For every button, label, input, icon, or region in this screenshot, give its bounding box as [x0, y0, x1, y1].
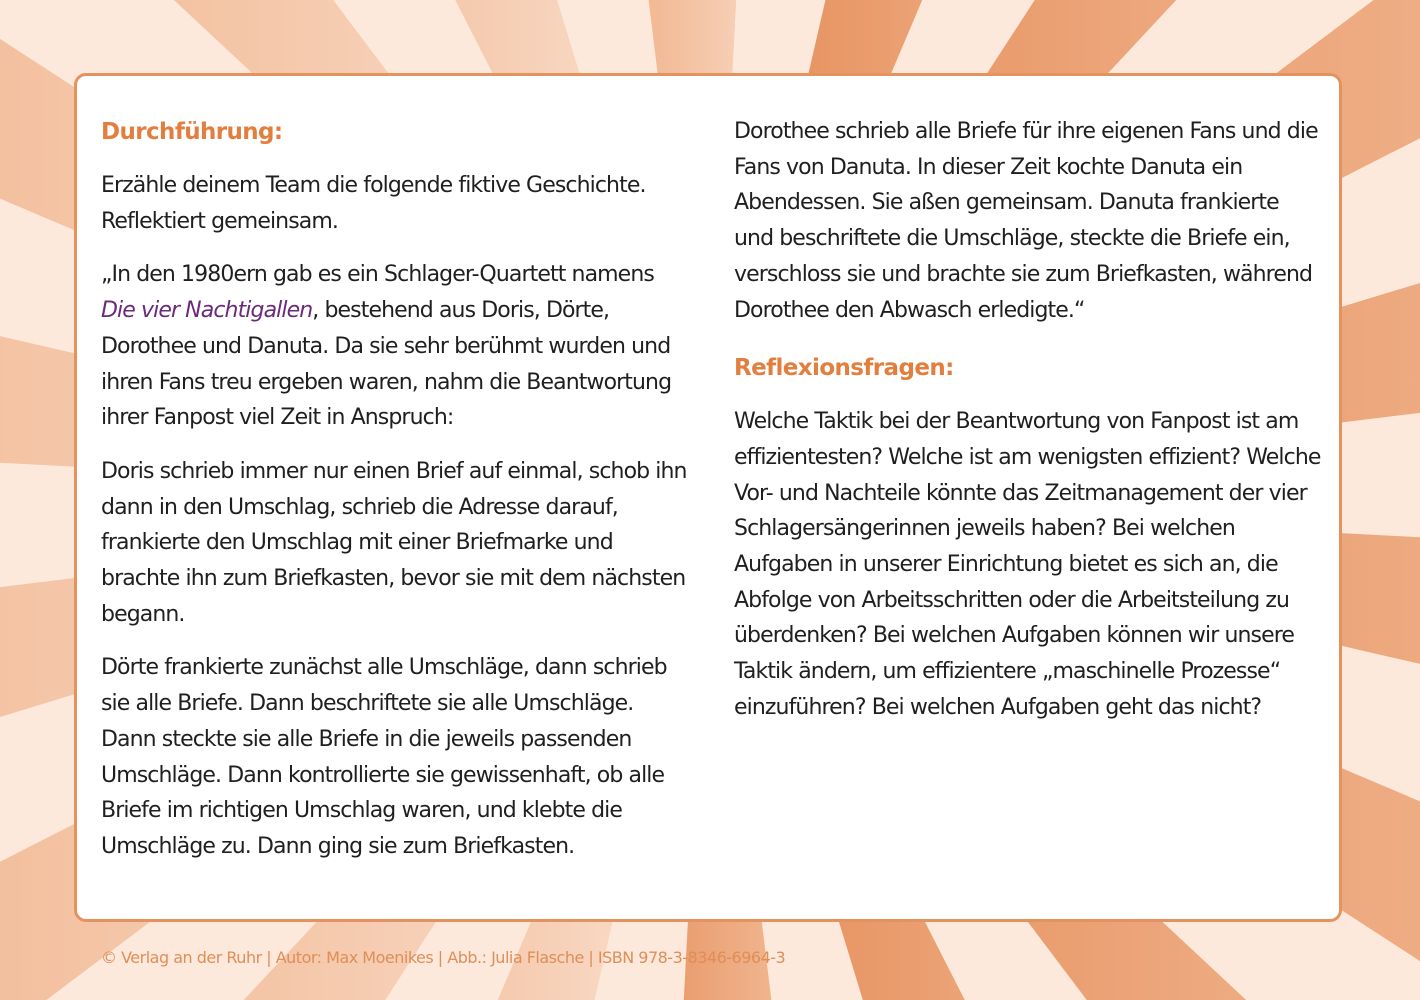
- footer-credits: © Verlag an der Ruhr | Autor: Max Moenikes | Abb.: Julia Flasche | ISBN 978-3-8346-6964-3: [101, 948, 786, 967]
- heading-durchfuehrung: Durchführung:: [101, 119, 283, 145]
- story-opening: „In den 1980ern gab es ein Schlager-Quartett namens: [101, 262, 654, 288]
- band-name: Die vier Nachtigallen: [101, 298, 313, 324]
- doerte-paragraph: Dörte frankierte zunächst alle Umschläge, dann schrieb sie alle Briefe. Dann beschriftete sie alle Umschläge. Dann steckte sie alle Briefe in die jeweils passenden Umschläge. Dann kontrollierte sie gewissenhaft, ob alle Briefe im richtigen Umschlag waren, und klebte die Umschläge zu. Dann ging sie zum Briefkasten.: [101, 655, 667, 859]
- doris-paragraph: Doris schrieb immer nur einen Brief auf einmal, schob ihn dann in den Umschlag, schrieb die Adresse darauf, frankierte den Umschlag mit einer Briefmarke und brachte ihn zum Briefkasten, bevor sie mit dem nächsten begann.: [101, 458, 687, 627]
- content-card: [74, 73, 1342, 922]
- dorothee-paragraph: Dorothee schrieb alle Briefe für ihre eigenen Fans und die Fans von Danuta. In dieser Zeit kochte Danuta ein Abendessen. Sie aßen gemeinsam. Danuta frankierte und beschriftete die Umschläge, steckte die Briefe ein, verschloss sie und brachte sie zum Briefkasten, während Dorothee den Abwasch erledigte.“: [734, 119, 1318, 323]
- story-paragraph: [101, 257, 691, 436]
- right-column: [734, 114, 1324, 726]
- intro-paragraph: Erzähle deinem Team die folgende fiktive Geschichte. Reflektiert gemeinsam.: [101, 173, 646, 234]
- heading-reflexionsfragen: Reflexionsfragen:: [734, 355, 954, 382]
- questions-paragraph: Welche Taktik bei der Beantwortung von Fanpost ist am effizientesten? Welche ist am wenigsten effizient? Welche Vor- und Nachteile könnte das Zeitmanagement der vier Schlagersängerinnen jeweils haben? Bei welchen Aufgaben in unserer Einrichtung bietet es sich an, die Abfolge von Arbeitsschritten oder die Arbeitsteilung zu überdenken? Bei welchen Aufgaben können wir unsere Taktik ändern, um effizientere „maschinelle Prozesse“ einzuführen? Bei welchen Aufgaben geht das nicht?: [734, 409, 1321, 720]
- left-column: [101, 116, 691, 865]
- story-rest: , bestehend aus Doris, Dörte, Dorothee und Danuta. Da sie sehr berühmt wurden und ihren Fans treu ergeben waren, nahm die Beantwortung ihrer Fanpost viel Zeit in Anspruch:: [101, 298, 672, 431]
